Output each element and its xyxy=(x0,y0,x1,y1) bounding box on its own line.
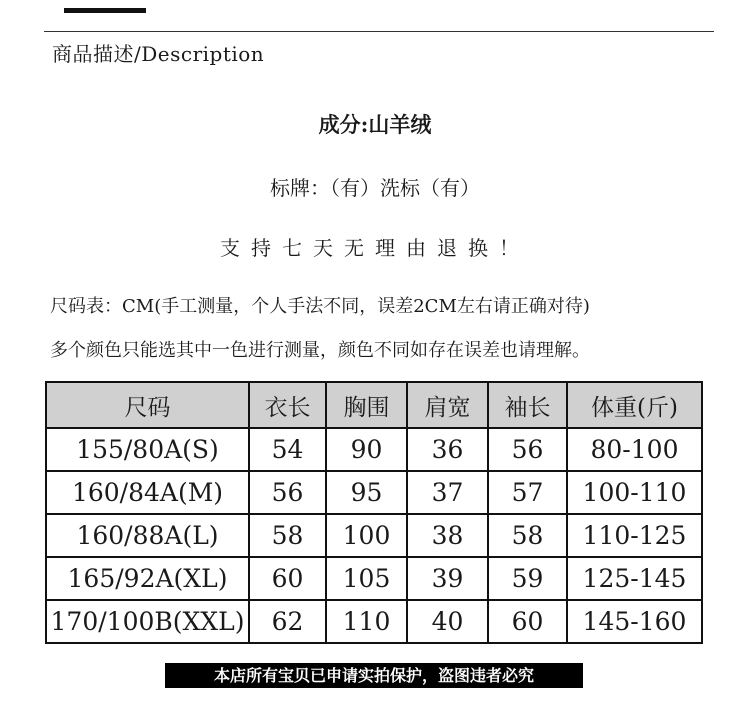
material-line: 成分:山羊绒 xyxy=(318,112,432,137)
cell-chest: 100 xyxy=(326,514,407,557)
cell-chest: 105 xyxy=(326,557,407,600)
cell-size: 170/100B(XXL) xyxy=(46,600,249,643)
cell-sleeve: 58 xyxy=(488,514,567,557)
header-length: 衣长 xyxy=(249,382,326,428)
size-table-header-row xyxy=(46,382,702,428)
size-table xyxy=(45,381,703,644)
cell-weight: 110-125 xyxy=(567,514,702,557)
cell-length: 56 xyxy=(249,471,326,514)
header-chest: 胸围 xyxy=(326,382,407,428)
cell-weight: 145-160 xyxy=(567,600,702,643)
header-divider xyxy=(44,31,714,32)
cell-sleeve: 57 xyxy=(488,471,567,514)
section-title: 商品描述/Description xyxy=(52,42,265,66)
brand-label-line: 标牌：（有）洗标（有） xyxy=(270,176,480,200)
cell-length: 60 xyxy=(249,557,326,600)
table-row xyxy=(46,428,702,471)
header-weight: 体重(斤) xyxy=(567,382,702,428)
cell-weight: 80-100 xyxy=(567,428,702,471)
cell-length: 62 xyxy=(249,600,326,643)
cell-shoulder: 39 xyxy=(407,557,488,600)
cell-weight: 100-110 xyxy=(567,471,702,514)
cell-shoulder: 37 xyxy=(407,471,488,514)
cell-chest: 90 xyxy=(326,428,407,471)
table-row xyxy=(46,557,702,600)
cell-weight: 125-145 xyxy=(567,557,702,600)
cell-size: 160/88A(L) xyxy=(46,514,249,557)
cell-sleeve: 60 xyxy=(488,600,567,643)
cell-size: 155/80A(S) xyxy=(46,428,249,471)
return-policy-line: 支持七天无理由退换！ xyxy=(220,236,530,260)
measurement-note: 尺码表：CM(手工测量，个人手法不同，误差2CM左右请正确对待) xyxy=(50,296,590,317)
table-row xyxy=(46,600,702,643)
header-sleeve: 袖长 xyxy=(488,382,567,428)
cell-sleeve: 56 xyxy=(488,428,567,471)
cell-size: 160/84A(M) xyxy=(46,471,249,514)
cell-size: 165/92A(XL) xyxy=(46,557,249,600)
table-row xyxy=(46,471,702,514)
cell-chest: 110 xyxy=(326,600,407,643)
cell-shoulder: 38 xyxy=(407,514,488,557)
copyright-notice: 本店所有宝贝已申请实拍保护，盗图违者必究 xyxy=(165,663,583,688)
cell-length: 54 xyxy=(249,428,326,471)
header-size: 尺码 xyxy=(46,382,249,428)
color-note: 多个颜色只能选其中一色进行测量，颜色不同如存在误差也请理解。 xyxy=(50,340,590,361)
cell-length: 58 xyxy=(249,514,326,557)
cell-shoulder: 40 xyxy=(407,600,488,643)
table-row xyxy=(46,514,702,557)
header-accent-bar xyxy=(64,8,146,13)
cell-chest: 95 xyxy=(326,471,407,514)
header-shoulder: 肩宽 xyxy=(407,382,488,428)
cell-shoulder: 36 xyxy=(407,428,488,471)
cell-sleeve: 59 xyxy=(488,557,567,600)
